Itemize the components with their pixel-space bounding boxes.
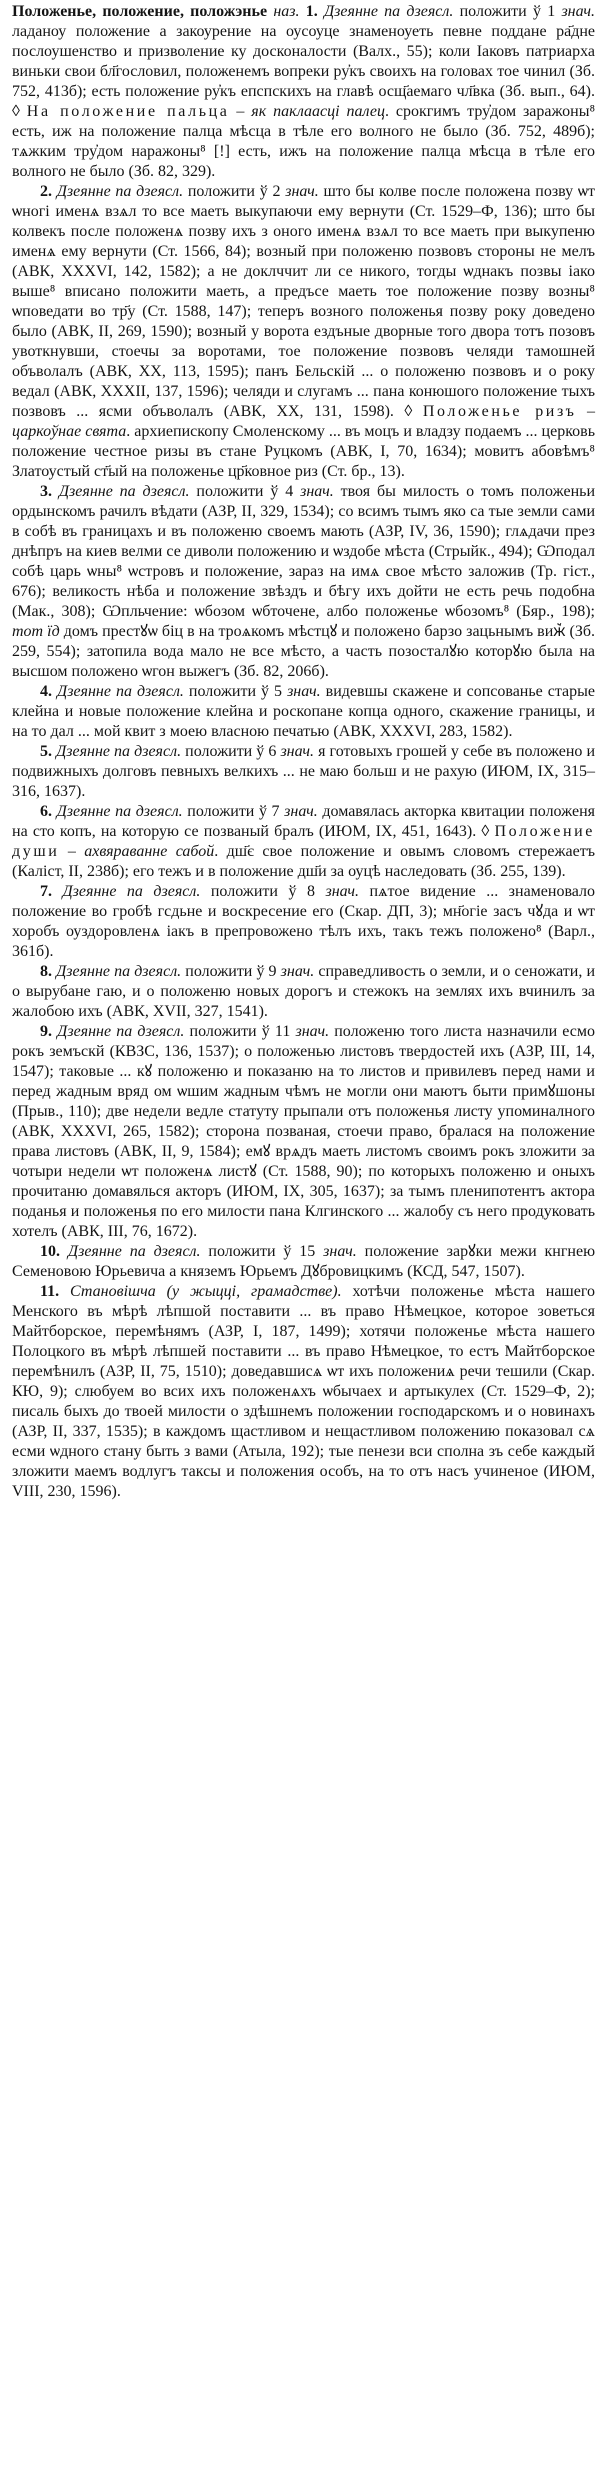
italic-text: знач.: [280, 743, 315, 760]
citation-text: положити ў 9: [181, 963, 281, 980]
italic-text: як паклаасці палец: [251, 103, 385, 120]
citation-text: ладаноу положение а закоурение на оусоуце знаменоуеть певне поддане ра҃дне послоушенство и призволение ку досконалости (Валх., 55); коли Іаковъ патриарха виньки свои бл҃гословил, положенемъ вопреки ру҆къ своихъ на головах тое чинил (Зб. 752, 413б); есть положение ру҆къ епспскихъ на главѣ осщ҃аемаго чл҃вка (Зб. вып., 64). ◊: [12, 23, 595, 120]
sense-definition: Дзеянне па дзеясл.: [57, 1023, 185, 1040]
sense-9: [12, 1022, 595, 1242]
sense-3: [12, 482, 595, 682]
sense-definition: Дзеянне па дзеясл.: [56, 183, 184, 200]
citation-text: што бы колве после положена позву ѡт ѡногі именѧ взѧл то все маеть выкупаючи ему вернути (Ст. 1529–Ф, 136); што бы колвекъ после положенѧ позву ихъ з оного именѧ взѧл то все маеть при выкупеню именѧ ему вернути (Ст. 1566, 84); возный при положеню позвовъ стороны не мелъ (АВК, XXXVI, 142, 1582); а не доклччит ли се никого, тогды ѡднакъ позвы іако выше⁸ вписано положити маеть, а предъсе маеть тое положение позву возны⁸ ѡповедати во тр҃у (Ст. 1588, 147); теперъ возного положенья позву року доведено было (АВК, II, 269, 1590); возный у ворота ездъные дворные того двора тотъ позовъ увоткнувши, стоечы за воротами, тое положение позвовъ челяди тамошней объволалъ (АВК, XX, 113, 1595); панъ Бельскій ... о положеню позвовъ и о року ведал (АВК, XXXII, 137, 1596); челяди и слугамъ ... пана конюшого положение тыхъ позвовъ ... ясми объволалъ (АВК, XX, 131, 1598). ◊: [12, 183, 596, 420]
sense-1: [12, 2, 595, 182]
citation-text: домавялась акторка квитации положеня на сто копъ, на которую се позваный бралъ (ИЮМ, IX, 451, 1643). ◊: [12, 803, 596, 840]
sense-number: 3.: [40, 483, 52, 500]
citation-text: я готовыхъ грошей у себе въ положено и подвижныхъ долговъ певныхъ велкихъ ... не маю больш и не рахую (ИЮМ, IX, 315–316, 1637).: [12, 743, 596, 800]
phrase-spaced: Положенье ризъ: [422, 403, 577, 420]
italic-text: знач.: [295, 1023, 330, 1040]
citation-text: положити ў 6: [181, 743, 281, 760]
sense-definition: Дзеянне па дзеясл.: [56, 963, 182, 980]
citation-text: положение зарꙋки межи кнгнею Семеновою Юрьевича а княземъ Юрьемъ Дꙋбровицкимъ (КСД, 547, 1507).: [12, 1243, 596, 1280]
sense-4: [12, 682, 595, 742]
sense-definition: Дзеянне па дзеясл.: [62, 883, 201, 900]
citation-text: положити ў 2: [183, 183, 286, 200]
headword: Положенье, положение, положэнье: [12, 3, 268, 20]
citation-text: положити ў 5: [183, 683, 288, 700]
phrase-spaced: Положение души: [12, 823, 595, 860]
italic-text: їд: [47, 623, 60, 640]
sense-number: 10.: [40, 1243, 60, 1260]
citation-text: справедливость о земли, и о сеножати, и о вырубане гаю, и о положеню новых дорогъ и стежокъ на землях ихъ вчинилъ за жалобою ихъ (АВК, XVII, 327, 1541).: [12, 963, 596, 1020]
sense-definition: Дзеянне па дзеясл.: [56, 803, 183, 820]
italic-text: знач.: [325, 883, 360, 900]
citation-text: положити ў 11: [184, 1023, 296, 1040]
sense-definition: Дзеянне па дзеясл.: [57, 683, 184, 700]
italic-text: знач.: [323, 1243, 357, 1260]
citation-text: положити ў 7: [182, 803, 285, 820]
sense-definition: Дзеянне па дзеясл.: [58, 483, 190, 500]
sense-number: 2.: [40, 183, 52, 200]
italic-text: знач.: [561, 3, 596, 20]
citation-text: . срокгимъ тру҆дом заражоны⁸ есть, иж на положение палца мѣсца в тѣле его волного не было (Зб. 752, 489б); тѧжким тру҆дом наражоны⁸ [!] есть, ижъ на положение палца мѣсца в тѣле его волного не было (Зб. 82, 329).: [12, 103, 596, 180]
citation-text: . архиепископу Смоленскому ... въ моцъ и владзу подаемъ ... церковь положение честное ризы въ стане Руцкомъ (АВК, I, 70, 1634); мовитъ абовѣмъ⁸ Златоустый ст҃ый на положенье цр҃ковное риз (Ст. бр., 13).: [12, 423, 596, 480]
sense-number: 11.: [40, 1283, 60, 1300]
part-of-speech: наз.: [273, 3, 300, 20]
sense-definition: Дзеянне па дзеясл.: [324, 3, 454, 20]
sense-number: 9.: [40, 1023, 52, 1040]
sense-number: 4.: [40, 683, 52, 700]
citation-text: хотѣчи положенье мѣста нашего Менского въ мѣрѣ лѣпшой поставити ... въ право Нѣмецкое, которое зоветься Майтборское, перемѣнямъ (АЗР, I, 187, 1499); хотячи положенье мѣста нашего Полоцкого въ мѣрѣ лѣпшей поставити ... въ право Нѣмецкое, то естъ Майтборское перемѣнилъ (АЗР, II, 75, 1510); доведавшисѧ ѡт ихъ положениѧ речи тешили (Скар. КЮ, 9); слюбуем во всих ихъ положенѧхъ ѡбычаех и артыкулех (Ст. 1529–Ф, 2); писаль быхъ до твоей милости о здѣшнемъ положении господарскомъ и о новинахъ (АЗР, II, 337, 1535); в каждомъ щастливом и нещастливом положению показовал сѧ есми ѡдного стану быть з вами (Атыла, 192); тые пенези вси сполна зъ себе каждый зложити маемъ водлугъ таксы и положения особъ, на то отъ насъ учиненое (ИЮМ, VIII, 230, 1596).: [12, 1283, 595, 1500]
sense-10: [12, 1242, 595, 1282]
sense-7: [12, 882, 595, 962]
citation-text: видевшы скажене и сопсованье старые клейна и новые положение клейна и роскопане копца одного, скажение границы, и на то дал ... мой квит з моею власною печатью (АВК, XXXVI, 283, 1582).: [12, 683, 596, 740]
citation-text: положити ў 1: [453, 3, 562, 20]
italic-text: знач.: [284, 803, 318, 820]
sense-definition: Дзеянне па дзеясл.: [56, 743, 182, 760]
sense-8: [12, 962, 595, 1022]
citation-text: –: [229, 103, 252, 120]
italic-text: знач.: [300, 483, 334, 500]
sense-number: 8.: [40, 963, 52, 980]
italic-text: царкоўнае свята: [12, 423, 127, 440]
citation-text: пѧтое видение ... знаменовало положение во гробѣ гсдьне и воскресение его (Скар. ДП, 3); мн҃огіе засъ чꙋда и ѡт хоробъ оуздоровленѧ іакъ в препровожено тѣлъ ихъ, такъ тежъ положено⁸ (Варл., 361б).: [12, 883, 596, 960]
sense-2: [12, 182, 595, 482]
sense-definition: Становішча (у жыцці, грамадстве).: [70, 1283, 342, 1300]
sense-number: 5.: [40, 743, 52, 760]
sense-5: [12, 742, 595, 802]
citation-text: положити ў 15: [200, 1243, 324, 1260]
italic-text: тот: [12, 623, 44, 640]
sense-11: [12, 1282, 595, 1502]
italic-text: знач.: [287, 683, 321, 700]
sense-number: 7.: [40, 883, 52, 900]
italic-text: знач.: [285, 183, 319, 200]
citation-text: положеню того листа назначили есмо рокъ земъскй (КВЗС, 136, 1537); о положенью листовъ твердостей ихъ (АЗР, III, 14, 1547); таковые ... кꙋ положеню и показаню на то листов и привилевъ перед нами и перед жадным вряд ом ѡшим жадным чѣмъ не могли они маютъ быти примꙋшоны (Прыв., 110); две недели ведле статуту прыпали отъ положенья листу упоминалного (АВК, XXXVI, 265, 1582); сторона позваная, стоечи право, бралася на положение права листовъ (АВК, II, 9, 1584); емꙋ врѧдъ маеть листомъ своимъ рокъ зложити за чотыри недели ѡт положенѧ листꙋ (Ст. 1588, 90); по которыхъ положеню и оныхъ прочитаню домавялься акторъ (ИЮМ, IX, 305, 1637); за тымъ пленипотентъ актора поданья и положенья по его милости пана Клгинского ... жалобу съ него продуковать хотелъ (АВК, III, 76, 1672).: [12, 1023, 596, 1240]
phrase-spaced: На положение пальца: [26, 103, 230, 120]
italic-text: знач.: [280, 963, 315, 980]
sense-number: 6.: [40, 803, 52, 820]
citation-text: –: [576, 403, 595, 420]
italic-text: ахвяраванне сабой: [84, 843, 215, 860]
citation-text: домъ престꙋѡ біц в на троѧкомъ мѣстцꙋ и положено барзо зацьнымъ виж꙽ (Зб. 259, 554); затопила вода мало не все мѣсто, а часть позосталꙋю которꙋю была на высшом положено ѡгон выжегъ (Зб. 82, 206б).: [12, 623, 595, 680]
citation-text: положити ў 4: [189, 483, 301, 500]
sense-number: 1.: [305, 3, 318, 20]
sense-6: [12, 802, 595, 882]
citation-text: твоя бы милость о томъ положеньи ордынскомъ рачилъ вѣдати (АЗР, II, 329, 1534); со всимъ тымъ яко са тые земли сами в собѣ въ границахъ и въ положеню своемъ мають (АЗР, IV, 36, 1590); глѧдачи през днѣпръ на киев велми се диволи положению и ѡздобе мѣста (Стрыйк., 494); Ѡподал собѣ царь ѡны⁸ ѡстровъ и положение, зараз на имѧ свое мѣсто заложив (Тр. гіст., 676); великость нѣба и положение звѣздъ и бѣгу ихъ дойти не есть речь подобна (Мак., 308); Ѡпльчение: ѡбозом ѡбточене, албо положенье ѡбозомъ⁸ (Бяр., 198);: [12, 483, 596, 620]
citation-text: положити ў 8: [200, 883, 326, 900]
citation-text: –: [59, 843, 85, 860]
citation-text: . дш҃є свое положение и овымъ словомъ стережаетъ (Каліст, II, 238б); его тежъ и в положение дш҃и за оуцѣ наследовать (Зб. 255, 139).: [12, 843, 596, 880]
sense-definition: Дзеянне па дзеясл.: [67, 1243, 201, 1260]
